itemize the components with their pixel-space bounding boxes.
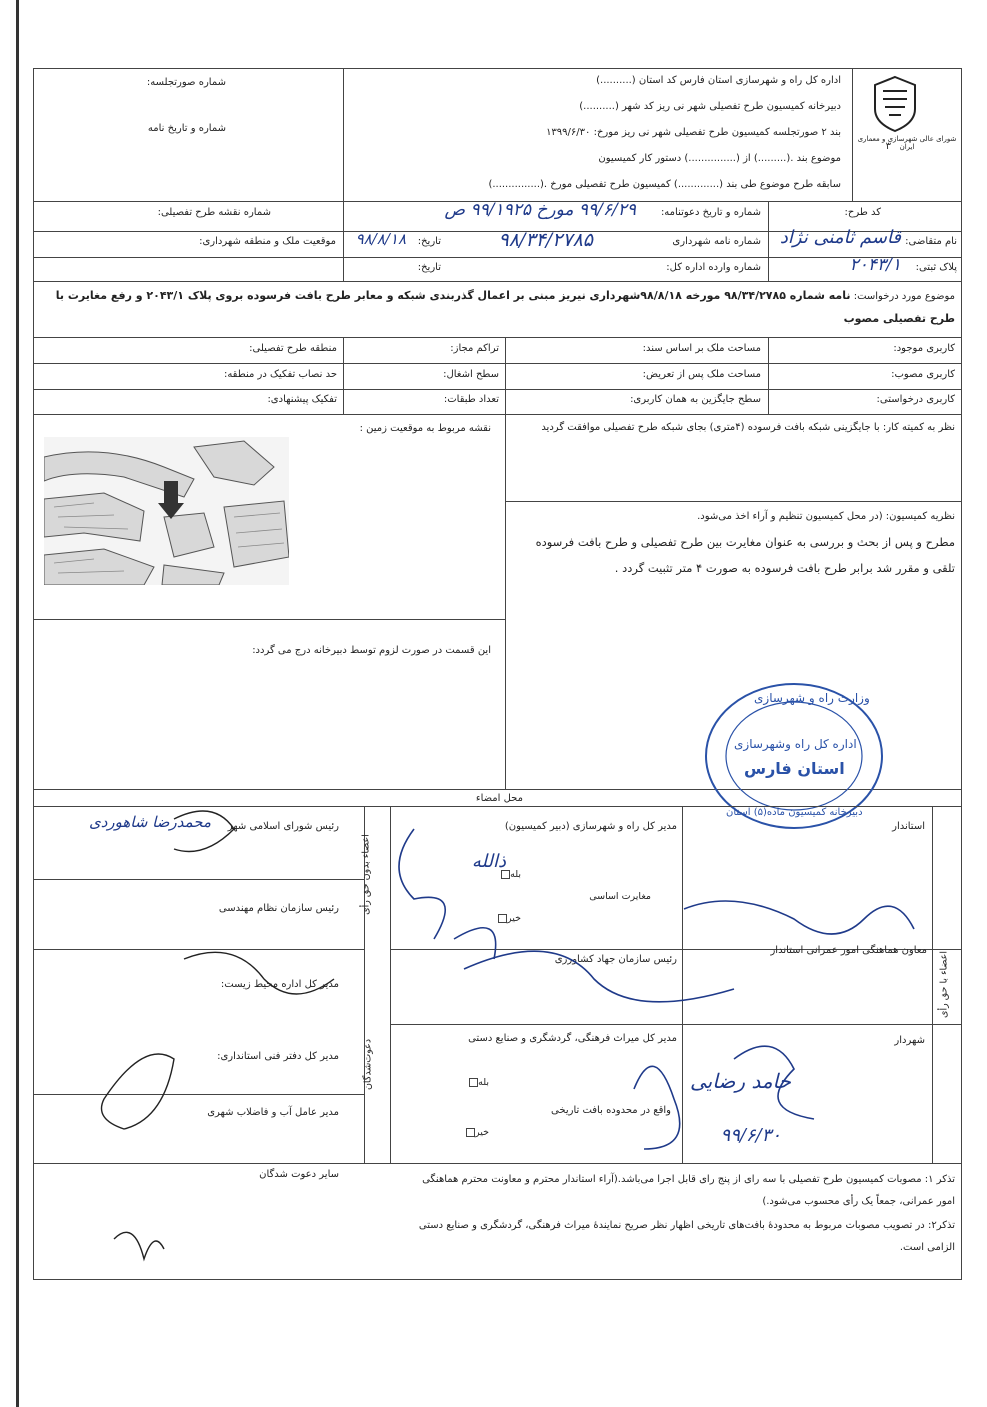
subject-block bbox=[43, 285, 955, 331]
note-2: تذکر۲: در تصویب مصوبات مربوط به محدودهٔ بافت‌های تاریخی اظهار نظر صریح نمایندهٔ میراث فرهنگی، گردشگری و صنایع دستی الزامی است. bbox=[418, 1220, 955, 1253]
mayor-label: شهردار bbox=[894, 1035, 925, 1046]
applicant-value: قاسم ثامنی نژاد bbox=[779, 227, 901, 248]
mayor-date-handwritten: ۹۹/۶/۳۰ bbox=[720, 1125, 781, 1146]
roads-handwritten: ذالله bbox=[471, 851, 506, 872]
director-roads-label: مدیر کل راه و شهرسازی (دبیر کمیسیون) bbox=[504, 821, 677, 832]
technical-label: مدیر کل دفتر فنی استانداری: bbox=[217, 1051, 339, 1062]
council-label: رئیس شورای اسلامی شهر bbox=[227, 821, 339, 832]
logo-mark: ۳ bbox=[885, 141, 891, 152]
commission-label: نظریه کمیسیون: bbox=[885, 511, 955, 522]
grid-line-3 bbox=[34, 389, 961, 390]
existing-use-label: کاربری موجود: bbox=[893, 343, 955, 354]
header-divider-left bbox=[343, 69, 344, 201]
grid-line-bottom bbox=[34, 414, 961, 415]
yes-label: بله bbox=[510, 869, 521, 880]
middle-divider bbox=[505, 414, 506, 789]
historic-label: واقع در محدوده بافت تاریخی bbox=[551, 1105, 671, 1116]
commission-minutes-form bbox=[33, 68, 962, 1280]
requested-use-label: کاربری درخواستی: bbox=[876, 394, 955, 405]
plaque-label: پلاک ثبتی: bbox=[915, 262, 957, 273]
info-divider-1 bbox=[768, 201, 769, 281]
info-divider-2 bbox=[343, 201, 344, 281]
signature-place-label: محل امضاء bbox=[475, 793, 523, 804]
invite-value: ۹۹/۶/۲۹ مورخ ۹۹/۱۹۲۵ ص bbox=[444, 200, 636, 220]
committee-block bbox=[515, 417, 955, 439]
stamp-main-text: استان فارس bbox=[744, 759, 845, 778]
location-label: موقعیت ملک و منطقه شهرداری: bbox=[199, 236, 336, 247]
commission-opinion-heading bbox=[697, 511, 955, 522]
nonvoting-members-vertical: اعضاء بدون حق رأی bbox=[360, 834, 372, 915]
grid-line-top bbox=[34, 337, 961, 338]
date-label: تاریخ: bbox=[417, 236, 441, 247]
plaque-value: ۲۰۴۳/۱ bbox=[849, 255, 901, 275]
subject-text: نامه شماره ۹۸/۳۴/۲۷۸۵ مورخه ۹۸/۸/۱۸شهرداری نیریز مبنی بر اعمال گذربندی شبکه و معابر طرح بافت فرسوده بروی پلاک ۲۰۴۳/۱ و رفع مغایرت با طرح تفصیلی مصوب bbox=[55, 289, 955, 325]
applicant-label: نام متقاضی: bbox=[905, 236, 957, 247]
incoming-label: شماره وارده اداره کل: bbox=[666, 262, 761, 273]
grid-line-2 bbox=[34, 363, 961, 364]
location-map bbox=[44, 437, 289, 585]
map-number-label: شماره نقشه طرح تفصیلی: bbox=[157, 207, 271, 218]
area-after-widening-label: مساحت ملک پس از تعریض: bbox=[642, 369, 761, 380]
binding-edge bbox=[16, 0, 19, 1407]
letter-number-date-label: شماره و تاریخ نامه bbox=[147, 123, 226, 134]
commission-text: مطرح و پس از بحث و بررسی به عنوان مغایرت بین طرح تفصیلی و طرح بافت فرسوده تلقی و مقرر شد برابر طرح بافت فرسوده به صورت ۴ متر تثبیت گردد . bbox=[535, 535, 955, 575]
floors-label: تعداد طبقات: bbox=[443, 394, 499, 405]
committee-text: با جایگزینی شبکه بافت فرسوده (۴متری) بجای شبکه طرح تفصیلی موافقت گردید bbox=[541, 422, 880, 433]
governor-label: استاندار bbox=[892, 821, 925, 832]
municipality-letter-label: شماره نامه شهرداری bbox=[672, 236, 761, 247]
date-value: ۹۸/۸/۱۸ bbox=[355, 230, 406, 248]
water-label: مدیر عامل آب و فاضلاب شهری bbox=[207, 1107, 339, 1118]
invite-label: شماره و تاریخ دعوتنامه: bbox=[660, 207, 761, 218]
subject-label: موضوع مورد درخواست: bbox=[853, 291, 955, 302]
contradiction-label: مغایرت اساسی bbox=[589, 891, 651, 902]
header-line-3: بند ۲ صورتجلسه کمیسیون طرح تفصیلی شهر نی ریز مورخ: ۱۳۹۹/۶/۳۰ bbox=[546, 127, 841, 138]
engineering-label: رئیس سازمان نظام مهندسی bbox=[218, 903, 339, 914]
header-divider-logo bbox=[852, 69, 853, 201]
plan-code-label: کد طرح: bbox=[844, 207, 881, 218]
proposed-subdivision-label: تفکیک پیشنهادی: bbox=[267, 394, 337, 405]
plan-zone-label: منطقه طرح تفصیلی: bbox=[249, 343, 337, 354]
grid-divider-2 bbox=[505, 337, 506, 414]
occupancy-label: سطح اشغال: bbox=[443, 369, 499, 380]
incoming-date-label: تاریخ: bbox=[417, 262, 441, 273]
other-invitees-label: سایر دعوت شدگان bbox=[259, 1169, 339, 1180]
logo-text: شورای عالی شهرسازی و معماری ایران bbox=[857, 135, 957, 151]
council-handwritten: محمدرضا شاهوردی bbox=[88, 813, 211, 831]
stamp-middle-text: اداره کل راه وشهرسازی bbox=[734, 737, 857, 751]
secretariat-note: این قسمت در صورت لزوم توسط دبیرخانه درج می گردد: bbox=[252, 645, 491, 656]
heritage-label: مدیر کل میراث فرهنگی، گردشگری و صنایع دستی bbox=[468, 1033, 677, 1044]
note-1: تذکر ۱: مصوبات کمیسیون طرح تفصیلی با سه رای از پنج رای قابل اجرا می‌باشد.(آراء استاندار محترم و معاونت محترم هماهنگی امور عمرانی، جمعاً یک رأی محسوب می‌شود.) bbox=[422, 1174, 955, 1207]
header-line-2: دبیرخانه کمیسیون طرح تفصیلی شهر نی ریز کد شهر (..........) bbox=[579, 101, 841, 112]
environment-label: مدیر کل اداره محیط زیست: bbox=[220, 979, 339, 990]
no-label: خیر bbox=[507, 913, 521, 924]
area-by-deed-label: مساحت ملک بر اساس سند: bbox=[642, 343, 761, 354]
header-line-1: اداره کل راه و شهرسازی استان فارس کد استان (..........) bbox=[596, 75, 841, 86]
min-parcel-label: حد نصاب تفکیک در منطقه: bbox=[223, 369, 337, 380]
grid-divider-1 bbox=[768, 337, 769, 414]
committee-label: نظر به کمیته کار: bbox=[882, 422, 955, 433]
stamp-top-text: وزارت راه و شهرسازی bbox=[754, 691, 870, 705]
mayor-handwritten: حامد رضایی bbox=[690, 1069, 791, 1093]
no2-label: خیر bbox=[475, 1127, 489, 1138]
stamp-bottom-text: دبیرخانه کمیسیون ماده(۵) استان bbox=[726, 807, 863, 818]
yes2-label: بله bbox=[478, 1077, 489, 1088]
deputy-label: معاون هماهنگی امور عمرانی استاندار bbox=[770, 945, 927, 956]
map-bottom-line bbox=[34, 619, 506, 620]
info-row-line-2 bbox=[34, 257, 961, 258]
header-line-4: موضوع بند .(.........) از (...............) دستور کار کمیسیون bbox=[598, 153, 841, 164]
municipality-letter-value: ۹۸/۳۴/۲۷۸۵ bbox=[498, 229, 593, 251]
commission-label-note: (در محل کمیسیون تنظیم و آراء اخذ می‌شود. bbox=[697, 511, 883, 522]
voting-members-vertical: اعضاء با حق رأی bbox=[938, 951, 950, 1018]
replacement-area-label: سطح جایگزین به همان کاربری: bbox=[630, 394, 761, 405]
density-label: تراکم مجاز: bbox=[450, 343, 499, 354]
grid-divider-3 bbox=[343, 337, 344, 414]
info-row-line-3 bbox=[34, 281, 961, 282]
invited-vertical: دعوت‌شدگان bbox=[362, 1038, 374, 1091]
session-number-label: شماره صورتجلسه: bbox=[146, 77, 226, 88]
header-line-5: سابقه طرح موضوع طی بند (.............) کمیسیون طرح تفصیلی مورخ .(...............) bbox=[488, 179, 841, 190]
approved-use-label: کاربری مصوب: bbox=[891, 369, 955, 380]
map-label: نقشه مربوط به موقعیت زمین : bbox=[359, 423, 491, 434]
committee-bottom-line bbox=[506, 501, 961, 502]
logo bbox=[869, 75, 921, 133]
agriculture-label: رئیس سازمان جهاد کشاورزی bbox=[554, 954, 677, 965]
